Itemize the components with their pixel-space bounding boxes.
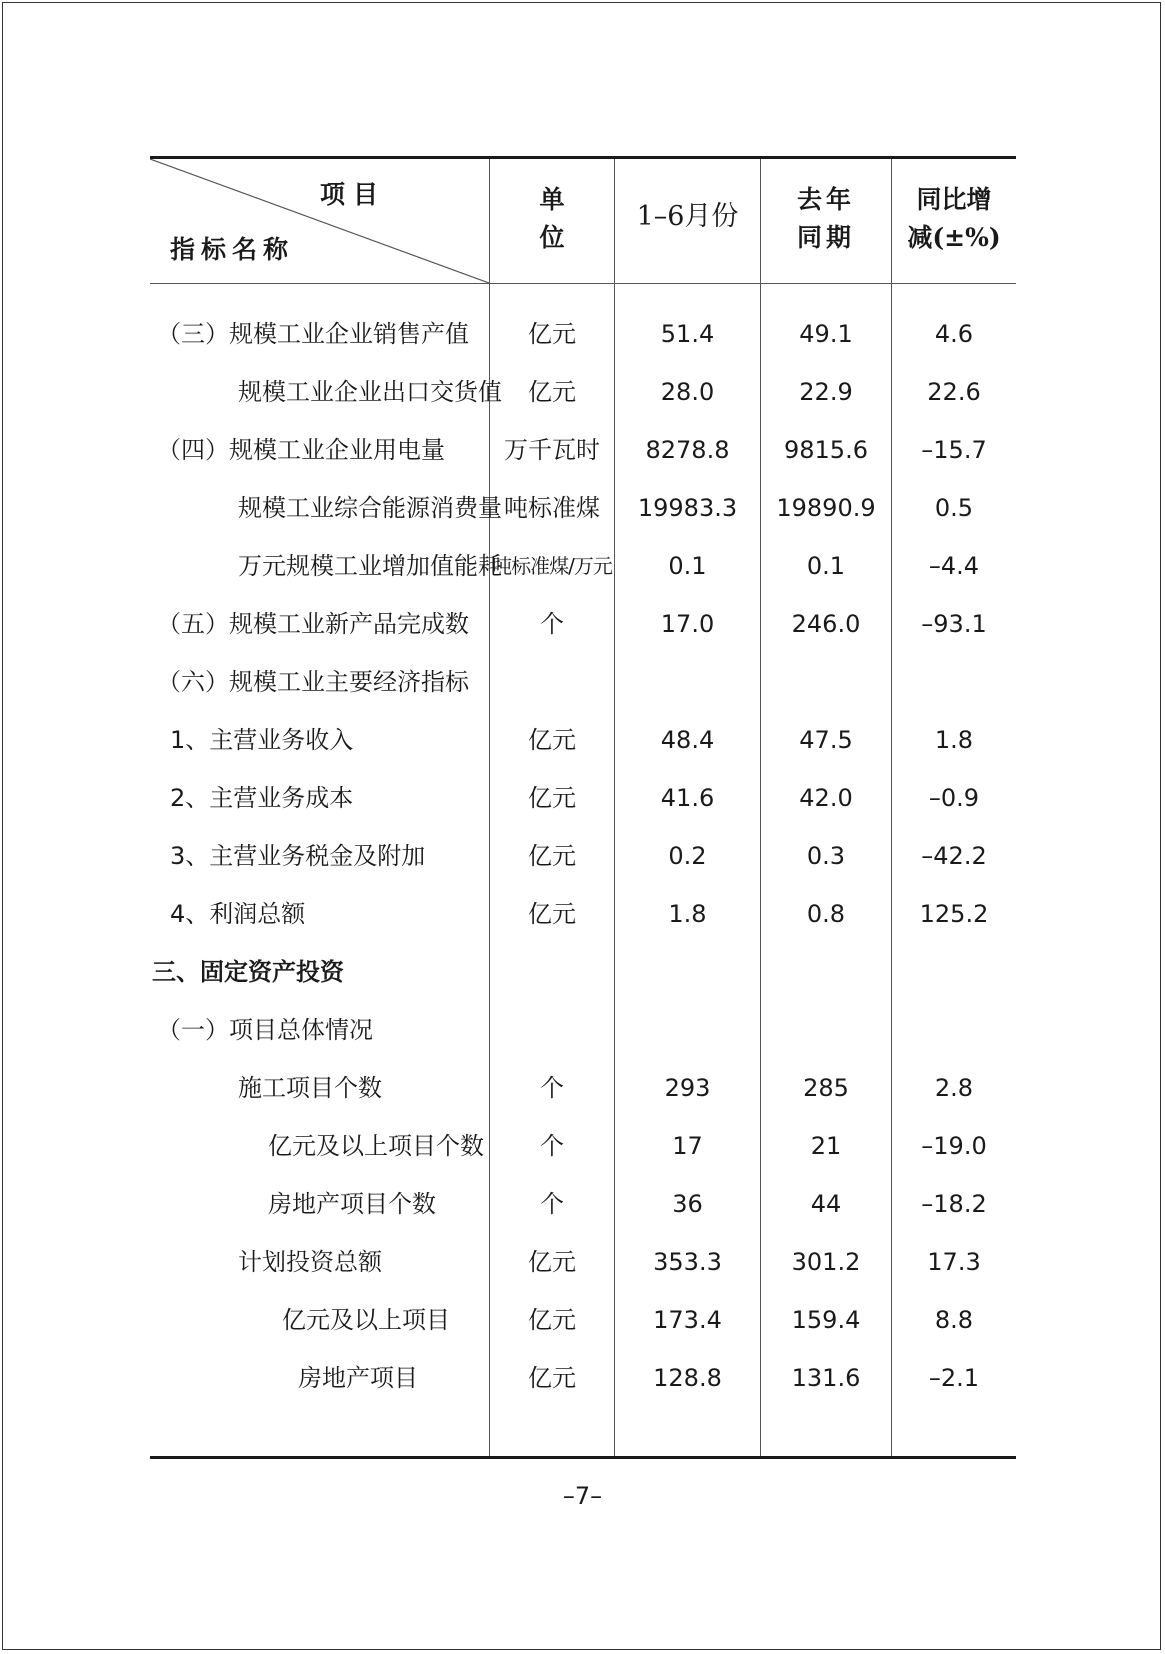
last-year-value: 21 — [810, 1132, 842, 1160]
last-year-value: 246.0 — [791, 610, 861, 638]
indicator-name: （四）规模工业企业用电量 — [157, 436, 445, 464]
section-heading: 三、固定资产投资 — [152, 958, 344, 986]
last-year-value: 159.4 — [791, 1306, 861, 1334]
current-value: 353.3 — [653, 1248, 722, 1276]
last-year-value: 301.2 — [791, 1248, 861, 1276]
unit-cell: 个 — [540, 610, 564, 638]
indicator-name: 房地产项目个数 — [268, 1190, 436, 1218]
table-row — [150, 1291, 1016, 1349]
table-row — [150, 885, 1016, 943]
table-row — [150, 1059, 1016, 1117]
current-value — [615, 653, 760, 711]
header-unit-line2: 位 — [539, 223, 565, 252]
header-bottom-rule — [150, 283, 1016, 284]
yoy-change-value: –19.0 — [921, 1132, 987, 1160]
yoy-change-value: –4.4 — [928, 552, 980, 580]
current-value: 0.2 — [668, 842, 707, 870]
header-yoy-line2: 减(±%) — [907, 223, 1001, 252]
header-period: 1–6月份 — [636, 201, 739, 232]
table-bottom-rule — [150, 1456, 1016, 1459]
table-row — [150, 1175, 1016, 1233]
unit-cell: 个 — [540, 1190, 564, 1218]
header-unit-line1: 单 — [539, 185, 565, 214]
unit-cell: 吨标准煤 — [504, 494, 600, 522]
unit-cell: 吨标准煤/万元 — [492, 554, 612, 578]
last-year-value: 0.1 — [806, 552, 846, 580]
yoy-change-value: –18.2 — [921, 1190, 987, 1218]
header-item-label: 项目 — [320, 180, 387, 209]
table-row — [150, 769, 1016, 827]
last-year-value: 42.0 — [799, 784, 853, 812]
current-value: 36 — [672, 1190, 703, 1218]
table-row — [150, 1001, 1016, 1059]
unit-cell — [490, 943, 614, 1001]
yoy-change-value: –2.1 — [928, 1364, 980, 1392]
last-year-value — [761, 1001, 891, 1059]
current-value: 48.4 — [660, 726, 715, 754]
unit-cell: 亿元 — [528, 1248, 576, 1276]
last-year-value: 0.8 — [806, 900, 846, 928]
last-year-value: 131.6 — [791, 1364, 861, 1392]
yoy-change-value: 1.8 — [934, 726, 974, 754]
indicator-name: 亿元及以上项目 — [282, 1306, 450, 1334]
unit-cell: 亿元 — [528, 1364, 576, 1392]
table-row — [150, 363, 1016, 421]
current-value: 128.8 — [653, 1364, 722, 1392]
statistics-table — [150, 156, 1016, 1461]
indicator-name: 房地产项目 — [298, 1364, 418, 1392]
current-value: 51.4 — [660, 320, 715, 348]
indicator-name: 2、主营业务成本 — [170, 784, 354, 812]
last-year-value — [761, 943, 891, 1001]
last-year-value: 44 — [810, 1190, 842, 1218]
indicator-name: 施工项目个数 — [238, 1074, 382, 1102]
last-year-value: 0.3 — [806, 842, 846, 870]
table-row — [150, 943, 1016, 1001]
header-last-year — [761, 181, 891, 257]
last-year-value: 9815.6 — [784, 436, 868, 464]
unit-cell: 亿元 — [528, 1306, 576, 1334]
header-last-line2: 同期 — [796, 223, 855, 252]
header-indicator-name-label: 指标名称 — [170, 235, 295, 264]
unit-cell: 个 — [540, 1132, 564, 1160]
current-value — [615, 943, 760, 1001]
yoy-change-value: –0.9 — [928, 784, 980, 812]
header-yoy-change — [892, 181, 1016, 257]
unit-cell: 亿元 — [528, 900, 576, 928]
unit-cell: 亿元 — [528, 842, 576, 870]
table-row — [150, 827, 1016, 885]
unit-cell: 亿元 — [528, 784, 576, 812]
current-value: 28.0 — [660, 378, 715, 406]
header-last-line1: 去年 — [796, 185, 855, 214]
header-yoy-line1: 同比增 — [916, 185, 992, 214]
last-year-value — [761, 653, 891, 711]
unit-cell: 亿元 — [528, 320, 576, 348]
current-value: 19983.3 — [637, 494, 738, 522]
yoy-change-value: 4.6 — [934, 320, 974, 348]
current-value: 293 — [664, 1074, 711, 1102]
indicator-name: （一）项目总体情况 — [157, 1016, 373, 1044]
last-year-value: 19890.9 — [776, 494, 876, 522]
indicator-name: 1、主营业务收入 — [170, 726, 354, 754]
unit-cell: 亿元 — [528, 378, 576, 406]
yoy-change-value — [892, 653, 1016, 711]
indicator-name: 万元规模工业增加值能耗 — [238, 552, 502, 580]
yoy-change-value: 8.8 — [934, 1306, 974, 1334]
table-row — [150, 305, 1016, 363]
yoy-change-value: 125.2 — [919, 900, 989, 928]
current-value: 17.0 — [660, 610, 715, 638]
current-value: 0.1 — [668, 552, 707, 580]
indicator-name: （六）规模工业主要经济指标 — [157, 668, 469, 696]
indicator-name: （三）规模工业企业销售产值 — [157, 320, 469, 348]
table-row — [150, 711, 1016, 769]
last-year-value: 47.5 — [799, 726, 853, 754]
current-value: 173.4 — [653, 1306, 722, 1334]
yoy-change-value: 22.6 — [927, 378, 981, 406]
yoy-change-value: –42.2 — [921, 842, 987, 870]
yoy-change-value: 2.8 — [934, 1074, 974, 1102]
yoy-change-value: –15.7 — [921, 436, 987, 464]
current-value: 8278.8 — [645, 436, 730, 464]
indicator-name: （五）规模工业新产品完成数 — [157, 610, 469, 638]
unit-cell — [490, 1001, 614, 1059]
yoy-change-value: 0.5 — [934, 494, 974, 522]
table-row — [150, 1233, 1016, 1291]
indicator-name: 规模工业综合能源消费量 — [238, 494, 502, 522]
yoy-change-value: 17.3 — [927, 1248, 981, 1276]
table-row — [150, 653, 1016, 711]
table-row — [150, 1117, 1016, 1175]
yoy-change-value — [892, 943, 1016, 1001]
current-value: 1.8 — [668, 900, 707, 928]
yoy-change-value: –93.1 — [921, 610, 987, 638]
indicator-name: 3、主营业务税金及附加 — [170, 842, 426, 870]
yoy-change-value — [892, 1001, 1016, 1059]
last-year-value: 285 — [803, 1074, 849, 1102]
unit-cell: 亿元 — [528, 726, 576, 754]
table-row — [150, 479, 1016, 537]
table-row — [150, 595, 1016, 653]
table-row — [150, 1349, 1016, 1407]
unit-cell: 个 — [540, 1074, 564, 1102]
unit-cell — [490, 653, 614, 711]
header-unit — [490, 181, 614, 257]
page-number: –7– — [562, 1482, 603, 1510]
last-year-value: 49.1 — [799, 320, 853, 348]
last-year-value: 22.9 — [799, 378, 853, 406]
indicator-name: 规模工业企业出口交货值 — [238, 378, 502, 406]
unit-cell: 万千瓦时 — [504, 436, 600, 464]
indicator-name: 亿元及以上项目个数 — [268, 1132, 484, 1160]
indicator-name: 计划投资总额 — [238, 1248, 382, 1276]
indicator-name: 4、利润总额 — [170, 900, 306, 928]
table-row — [150, 537, 1016, 595]
current-value: 17 — [672, 1132, 703, 1160]
current-value — [615, 1001, 760, 1059]
current-value: 41.6 — [660, 784, 715, 812]
table-row — [150, 421, 1016, 479]
